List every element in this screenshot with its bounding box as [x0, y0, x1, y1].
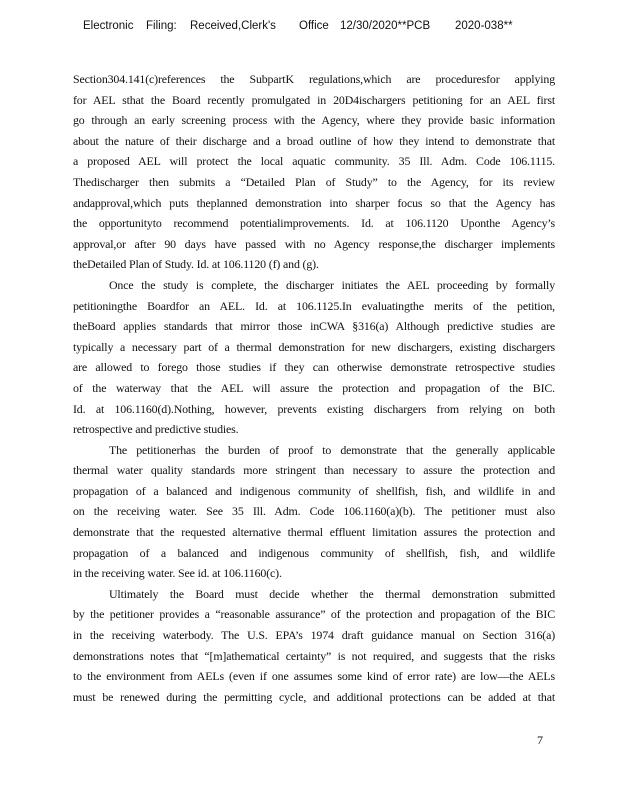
text-line: approval,or after 90 days have passed with no Agency response,the discharger implements	[73, 236, 555, 251]
text-line: propagation of a balanced and indigenous community of shellfish, fish, and wildlife in and	[73, 483, 555, 498]
text-line: theBoard applies standards that mirror those inCWA §316(a) Although predictive studies are	[73, 319, 555, 334]
text-line: to the environment from AELs (even if one assumes some kind of error rate) are low—the AELs	[73, 669, 555, 684]
text-line: andapproval,which puts theplanned demonstration into sharper focus so that the Agency has	[73, 195, 555, 210]
paragraph-start: The petitionerhas the burden of proof to demonstrate that the generally applicable	[109, 442, 555, 457]
text-line: thermal water quality standards more stringent than necessary to assure the protection and	[73, 463, 555, 478]
text-line: the opportunityto recommend potentialimprovements. Id. at 106.1120 Uponthe Agency’s	[73, 216, 555, 231]
text-line: go through an early screening process with the Agency, where they provide basic information	[73, 113, 555, 128]
header-electronic: Electronic	[83, 20, 134, 32]
text-line: petitioningthe Boardfor an AEL. Id. at 106.1125.In evaluatingthe merits of the petition,	[73, 298, 555, 313]
text-line: in the receiving water. See id. at 106.1160(c).	[73, 566, 282, 581]
text-line: theDetailed Plan of Study. Id. at 106.1120 (f) and (g).	[73, 257, 319, 272]
text-line: Id. at 106.1160(d).Nothing, however, prevents existing dischargers from relying on both	[73, 401, 555, 416]
text-line: propagation of a balanced and indigenous community of shellfish, fish, and wildlife	[73, 545, 555, 560]
header-docket: 2020-038**	[455, 20, 513, 32]
text-line: Section304.141(c)references the SubpartK regulations,which are proceduresfor applying	[73, 72, 555, 86]
text-line: a proposed AEL will protect the local aquatic community. 35 Ill. Adm. Code 106.1115.	[73, 154, 555, 169]
text-line: demonstrations notes that “[m]athematical certainty” is not required, and suggests that the risks	[73, 648, 555, 663]
paragraph-start: Ultimately the Board must decide whether the thermal demonstration submitted	[109, 586, 555, 601]
text-line: of the waterway that the AEL will assure the protection and propagation of the BIC.	[73, 380, 555, 395]
filing-header	[0, 20, 618, 36]
text-line: in the receiving waterbody. The U.S. EPA’s 1974 draft guidance manual on Section 316(a)	[73, 628, 555, 643]
header-received: Received,Clerk's	[190, 20, 276, 32]
text-line: Thedischarger then submits a “Detailed Plan of Study” to the Agency, for its review	[73, 174, 555, 189]
paragraph-start: Once the study is complete, the discharger initiates the AEL proceeding by formally	[109, 277, 555, 292]
text-line: typically a necessary part of a thermal demonstration for new dischargers, existing dischargers	[73, 339, 555, 354]
header-office: Office	[299, 20, 329, 32]
text-line: for AEL sthat the Board recently promulgated in 20D4ischargers petitioning for an AEL first	[73, 92, 555, 107]
text-line: about the nature of their discharge and a broad outline of how they intend to demonstrate that	[73, 133, 555, 148]
text-line: are allowed to forego those studies if they can otherwise demonstrate retrospective studies	[73, 360, 555, 375]
text-line: must be renewed during the permitting cycle, and additional protections can be added at that	[73, 689, 555, 704]
text-line: on the receiving water. See 35 Ill. Adm. Code 106.1160(a)(b). The petitioner must also	[73, 504, 555, 519]
text-line: demonstrate that the requested alternative thermal effluent limitation assures the protection and	[73, 525, 555, 540]
body-text	[73, 69, 555, 707]
text-line: by the petitioner provides a “reasonable assurance” of the protection and propagation of the BIC	[73, 607, 555, 622]
text-line: retrospective and predictive studies.	[73, 422, 239, 437]
page-number: 7	[537, 733, 543, 747]
header-date: 12/30/2020**PCB	[340, 20, 431, 32]
header-filing: Filing:	[146, 20, 177, 32]
